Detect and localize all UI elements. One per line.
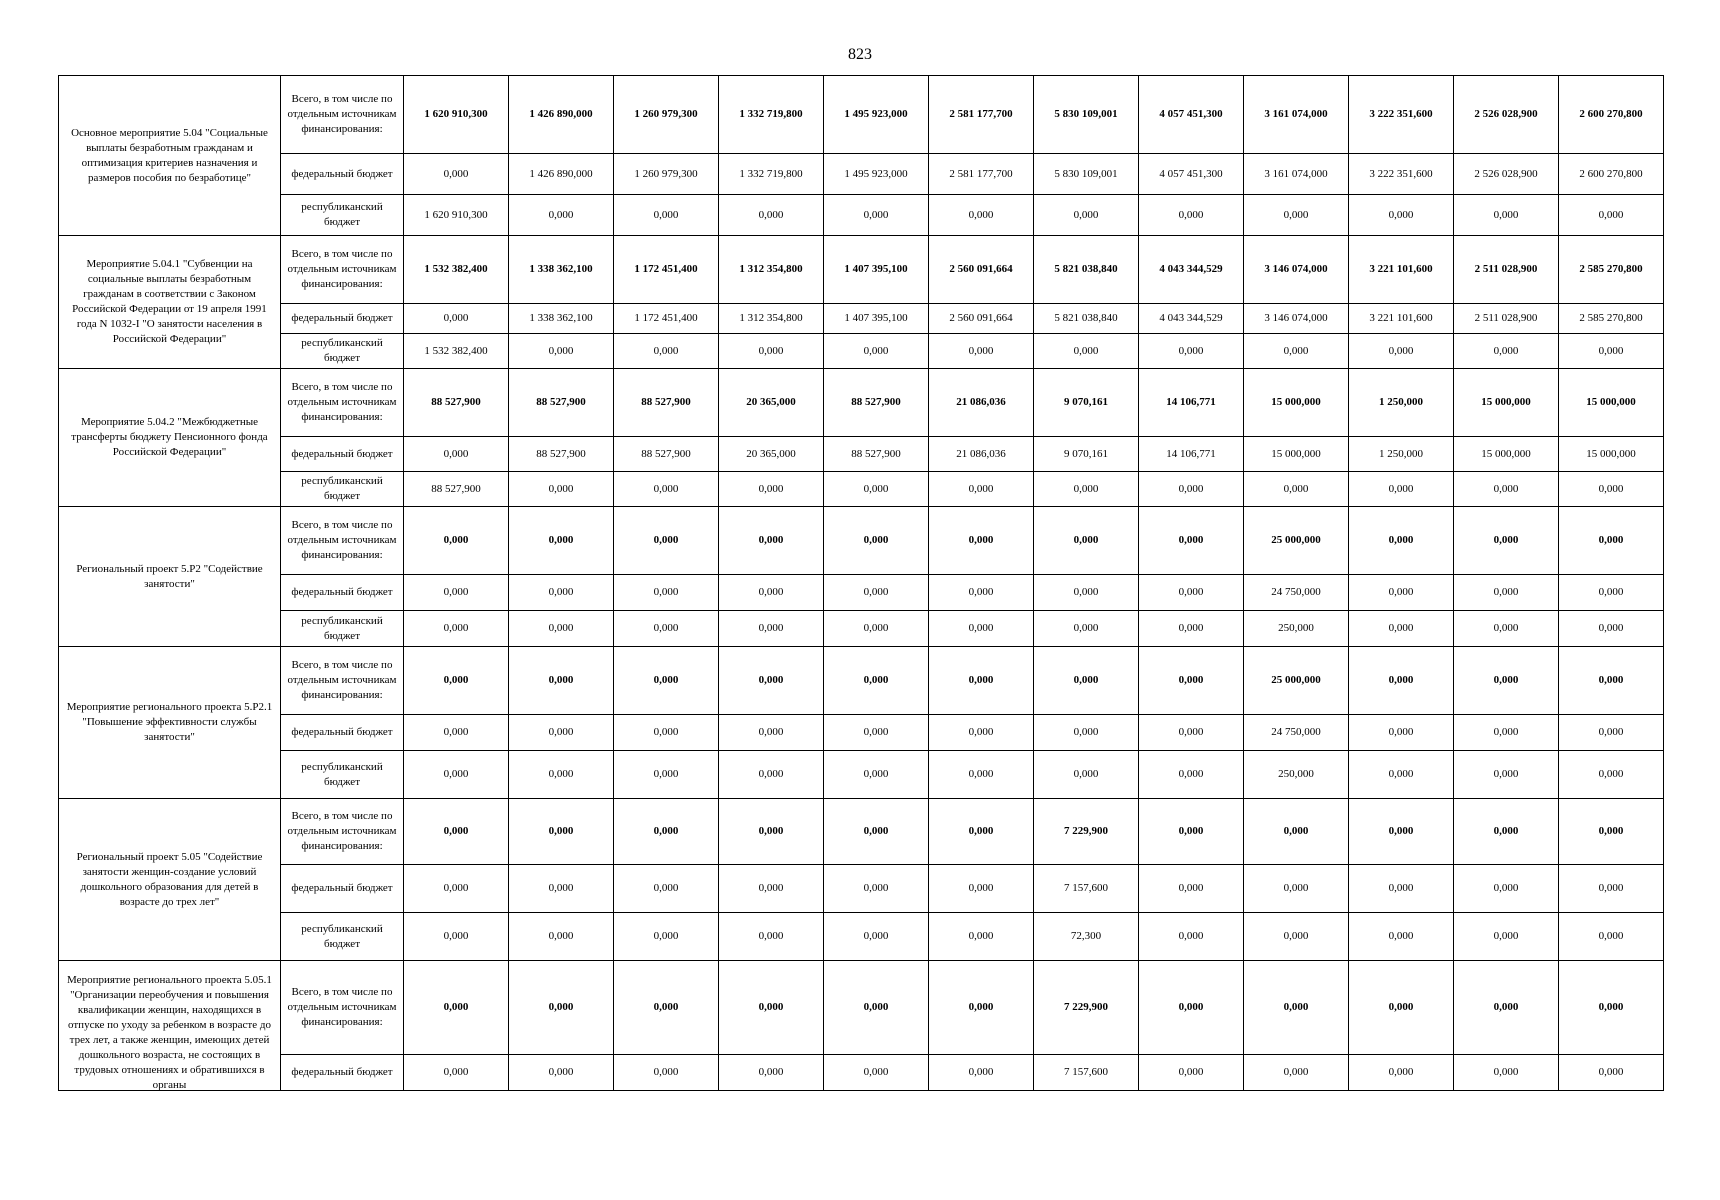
- amount-cell: 2 581 177,700: [929, 154, 1034, 195]
- amount-cell: 0,000: [1034, 715, 1139, 751]
- amount-cell: 88 527,900: [824, 369, 929, 437]
- amount-cell: 0,000: [1349, 751, 1454, 799]
- amount-cell: 0,000: [509, 334, 614, 369]
- table-row: [59, 304, 1664, 334]
- amount-cell: 0,000: [1139, 195, 1244, 236]
- funding-source-total: Всего, в том числе по отдельным источникам финансирования:: [281, 799, 404, 865]
- table-row: [59, 611, 1664, 647]
- amount-cell: 0,000: [719, 507, 824, 575]
- amount-cell: 2 600 270,800: [1559, 154, 1664, 195]
- amount-cell: 2 560 091,664: [929, 236, 1034, 304]
- amount-cell: 0,000: [404, 1055, 509, 1091]
- amount-cell: 0,000: [1349, 1055, 1454, 1091]
- amount-cell: 0,000: [1454, 611, 1559, 647]
- amount-cell: 0,000: [1454, 472, 1559, 507]
- amount-cell: 0,000: [719, 865, 824, 913]
- activity-name: Основное мероприятие 5.04 "Социальные выплаты безработным гражданам и оптимизация критериев назначения и размеров пособия по безработице": [59, 76, 281, 236]
- amount-cell: 0,000: [404, 154, 509, 195]
- funding-source-total: Всего, в том числе по отдельным источникам финансирования:: [281, 236, 404, 304]
- amount-cell: 0,000: [1139, 1055, 1244, 1091]
- amount-cell: 1 172 451,400: [614, 236, 719, 304]
- amount-cell: 0,000: [929, 715, 1034, 751]
- amount-cell: 0,000: [929, 799, 1034, 865]
- amount-cell: 0,000: [929, 575, 1034, 611]
- table-row: [59, 961, 1664, 1055]
- funding-source-federal: федеральный бюджет: [281, 154, 404, 195]
- amount-cell: 0,000: [404, 437, 509, 472]
- amount-cell: 0,000: [824, 799, 929, 865]
- amount-cell: 0,000: [509, 507, 614, 575]
- amount-cell: 0,000: [824, 913, 929, 961]
- funding-source-total: Всего, в том числе по отдельным источникам финансирования:: [281, 961, 404, 1055]
- table-row: [59, 751, 1664, 799]
- amount-cell: 7 157,600: [1034, 865, 1139, 913]
- amount-cell: 15 000,000: [1454, 369, 1559, 437]
- amount-cell: 0,000: [1139, 647, 1244, 715]
- financing-table: [58, 75, 1664, 1091]
- amount-cell: 2 526 028,900: [1454, 154, 1559, 195]
- amount-cell: 20 365,000: [719, 369, 824, 437]
- amount-cell: 1 172 451,400: [614, 304, 719, 334]
- amount-cell: 0,000: [1454, 1055, 1559, 1091]
- amount-cell: 0,000: [929, 507, 1034, 575]
- amount-cell: 0,000: [509, 913, 614, 961]
- amount-cell: 0,000: [1244, 472, 1349, 507]
- amount-cell: 3 221 101,600: [1349, 236, 1454, 304]
- amount-cell: 0,000: [824, 334, 929, 369]
- amount-cell: 0,000: [614, 195, 719, 236]
- amount-cell: 0,000: [509, 611, 614, 647]
- amount-cell: 250,000: [1244, 611, 1349, 647]
- amount-cell: 0,000: [1349, 611, 1454, 647]
- amount-cell: 0,000: [614, 751, 719, 799]
- amount-cell: 0,000: [929, 334, 1034, 369]
- funding-source-total: Всего, в том числе по отдельным источникам финансирования:: [281, 507, 404, 575]
- amount-cell: 0,000: [614, 715, 719, 751]
- amount-cell: 0,000: [509, 799, 614, 865]
- funding-source-federal: федеральный бюджет: [281, 575, 404, 611]
- amount-cell: 0,000: [404, 647, 509, 715]
- table-row: [59, 865, 1664, 913]
- amount-cell: 0,000: [1454, 507, 1559, 575]
- table-row: [59, 334, 1664, 369]
- amount-cell: 0,000: [1034, 507, 1139, 575]
- amount-cell: 0,000: [929, 611, 1034, 647]
- amount-cell: 0,000: [1244, 865, 1349, 913]
- funding-source-federal: федеральный бюджет: [281, 1055, 404, 1091]
- amount-cell: 0,000: [1559, 1055, 1664, 1091]
- amount-cell: 4 057 451,300: [1139, 76, 1244, 154]
- funding-source-republic: республиканский бюджет: [281, 913, 404, 961]
- amount-cell: 0,000: [1454, 799, 1559, 865]
- amount-cell: 1 332 719,800: [719, 154, 824, 195]
- table-row: [59, 715, 1664, 751]
- amount-cell: 0,000: [1034, 751, 1139, 799]
- amount-cell: 0,000: [509, 715, 614, 751]
- amount-cell: 0,000: [614, 647, 719, 715]
- amount-cell: 0,000: [824, 195, 929, 236]
- amount-cell: 1 620 910,300: [404, 76, 509, 154]
- amount-cell: 0,000: [1244, 961, 1349, 1055]
- amount-cell: 0,000: [509, 1055, 614, 1091]
- amount-cell: 15 000,000: [1244, 369, 1349, 437]
- amount-cell: 21 086,036: [929, 437, 1034, 472]
- amount-cell: 0,000: [1244, 799, 1349, 865]
- table-row: [59, 575, 1664, 611]
- amount-cell: 0,000: [824, 472, 929, 507]
- amount-cell: 1 260 979,300: [614, 76, 719, 154]
- amount-cell: 0,000: [1244, 334, 1349, 369]
- amount-cell: 0,000: [1034, 611, 1139, 647]
- amount-cell: 0,000: [719, 334, 824, 369]
- amount-cell: 0,000: [929, 1055, 1034, 1091]
- table-row: [59, 472, 1664, 507]
- amount-cell: 88 527,900: [404, 369, 509, 437]
- amount-cell: 0,000: [719, 715, 824, 751]
- table-row: [59, 76, 1664, 154]
- amount-cell: 0,000: [404, 611, 509, 647]
- amount-cell: 4 043 344,529: [1139, 236, 1244, 304]
- amount-cell: 1 312 354,800: [719, 304, 824, 334]
- amount-cell: 0,000: [1559, 507, 1664, 575]
- amount-cell: 3 161 074,000: [1244, 154, 1349, 195]
- amount-cell: 5 830 109,001: [1034, 154, 1139, 195]
- amount-cell: 0,000: [1454, 865, 1559, 913]
- funding-source-federal: федеральный бюджет: [281, 865, 404, 913]
- amount-cell: 0,000: [824, 611, 929, 647]
- amount-cell: 2 585 270,800: [1559, 304, 1664, 334]
- funding-source-total: Всего, в том числе по отдельным источникам финансирования:: [281, 647, 404, 715]
- amount-cell: 1 407 395,100: [824, 304, 929, 334]
- amount-cell: 0,000: [509, 472, 614, 507]
- amount-cell: 0,000: [929, 647, 1034, 715]
- amount-cell: 2 511 028,900: [1454, 236, 1559, 304]
- table-row: [59, 195, 1664, 236]
- amount-cell: 1 332 719,800: [719, 76, 824, 154]
- amount-cell: 9 070,161: [1034, 369, 1139, 437]
- amount-cell: 0,000: [719, 195, 824, 236]
- activity-name: Мероприятие 5.04.2 "Межбюджетные трансферты бюджету Пенсионного фонда Российской Федерации": [59, 369, 281, 507]
- amount-cell: 0,000: [929, 472, 1034, 507]
- amount-cell: 88 527,900: [509, 437, 614, 472]
- amount-cell: 0,000: [1349, 507, 1454, 575]
- amount-cell: 0,000: [1349, 472, 1454, 507]
- amount-cell: 0,000: [824, 715, 929, 751]
- amount-cell: 0,000: [824, 865, 929, 913]
- amount-cell: 2 560 091,664: [929, 304, 1034, 334]
- amount-cell: 15 000,000: [1559, 437, 1664, 472]
- amount-cell: 0,000: [824, 751, 929, 799]
- amount-cell: 0,000: [509, 575, 614, 611]
- amount-cell: 7 157,600: [1034, 1055, 1139, 1091]
- amount-cell: 0,000: [1559, 865, 1664, 913]
- amount-cell: 0,000: [1034, 647, 1139, 715]
- amount-cell: 0,000: [1034, 472, 1139, 507]
- amount-cell: 0,000: [614, 1055, 719, 1091]
- amount-cell: 0,000: [614, 334, 719, 369]
- amount-cell: 0,000: [1454, 575, 1559, 611]
- table-row: [59, 647, 1664, 715]
- funding-source-republic: республиканский бюджет: [281, 751, 404, 799]
- funding-source-republic: республиканский бюджет: [281, 472, 404, 507]
- amount-cell: 25 000,000: [1244, 647, 1349, 715]
- funding-source-federal: федеральный бюджет: [281, 715, 404, 751]
- amount-cell: 0,000: [1139, 751, 1244, 799]
- funding-source-republic: республиканский бюджет: [281, 611, 404, 647]
- amount-cell: 1 250,000: [1349, 437, 1454, 472]
- table-row: [59, 1055, 1664, 1091]
- amount-cell: 24 750,000: [1244, 575, 1349, 611]
- funding-source-total: Всего, в том числе по отдельным источникам финансирования:: [281, 369, 404, 437]
- amount-cell: 0,000: [719, 575, 824, 611]
- amount-cell: 0,000: [824, 647, 929, 715]
- table-row: [59, 369, 1664, 437]
- amount-cell: 0,000: [1244, 195, 1349, 236]
- amount-cell: 0,000: [1139, 472, 1244, 507]
- amount-cell: 1 250,000: [1349, 369, 1454, 437]
- amount-cell: 5 830 109,001: [1034, 76, 1139, 154]
- amount-cell: 0,000: [1034, 575, 1139, 611]
- amount-cell: 0,000: [824, 507, 929, 575]
- funding-source-federal: федеральный бюджет: [281, 304, 404, 334]
- amount-cell: 0,000: [719, 961, 824, 1055]
- amount-cell: 5 821 038,840: [1034, 304, 1139, 334]
- amount-cell: 0,000: [614, 507, 719, 575]
- amount-cell: 1 338 362,100: [509, 304, 614, 334]
- amount-cell: 0,000: [1559, 334, 1664, 369]
- table-row: [59, 236, 1664, 304]
- amount-cell: 0,000: [719, 472, 824, 507]
- amount-cell: 0,000: [404, 961, 509, 1055]
- amount-cell: 250,000: [1244, 751, 1349, 799]
- amount-cell: 15 000,000: [1454, 437, 1559, 472]
- amount-cell: 0,000: [1139, 865, 1244, 913]
- amount-cell: 1 312 354,800: [719, 236, 824, 304]
- amount-cell: 0,000: [824, 575, 929, 611]
- amount-cell: 0,000: [1349, 799, 1454, 865]
- amount-cell: 0,000: [824, 961, 929, 1055]
- amount-cell: 0,000: [509, 647, 614, 715]
- amount-cell: 0,000: [929, 195, 1034, 236]
- amount-cell: 0,000: [1244, 913, 1349, 961]
- amount-cell: 1 407 395,100: [824, 236, 929, 304]
- amount-cell: 0,000: [1454, 913, 1559, 961]
- amount-cell: 0,000: [1349, 647, 1454, 715]
- amount-cell: 0,000: [1454, 647, 1559, 715]
- funding-source-federal: федеральный бюджет: [281, 437, 404, 472]
- amount-cell: 2 585 270,800: [1559, 236, 1664, 304]
- amount-cell: 0,000: [1349, 195, 1454, 236]
- amount-cell: 0,000: [1034, 195, 1139, 236]
- table-row: [59, 913, 1664, 961]
- table-row: [59, 437, 1664, 472]
- activity-name: Мероприятие 5.04.1 "Субвенции на социальные выплаты безработным гражданам в соответствии с Законом Российской Федерации от 19 апреля 1991 года N 1032-I "О занятости населения в Российской Федерации": [59, 236, 281, 369]
- amount-cell: 0,000: [1139, 715, 1244, 751]
- amount-cell: 0,000: [404, 799, 509, 865]
- amount-cell: 7 229,900: [1034, 961, 1139, 1055]
- amount-cell: 20 365,000: [719, 437, 824, 472]
- amount-cell: 1 532 382,400: [404, 236, 509, 304]
- activity-name: Региональный проект 5.05 "Содействие занятости женщин-создание условий дошкольного образования для детей в возрасте до трех лет": [59, 799, 281, 961]
- amount-cell: 0,000: [1034, 334, 1139, 369]
- amount-cell: 1 532 382,400: [404, 334, 509, 369]
- amount-cell: 0,000: [719, 611, 824, 647]
- amount-cell: 1 495 923,000: [824, 154, 929, 195]
- amount-cell: 0,000: [614, 913, 719, 961]
- amount-cell: 0,000: [1559, 751, 1664, 799]
- table-row: [59, 799, 1664, 865]
- amount-cell: 0,000: [719, 913, 824, 961]
- amount-cell: 0,000: [719, 647, 824, 715]
- amount-cell: 0,000: [614, 865, 719, 913]
- amount-cell: 0,000: [1244, 1055, 1349, 1091]
- amount-cell: 0,000: [1559, 611, 1664, 647]
- funding-source-republic: республиканский бюджет: [281, 334, 404, 369]
- amount-cell: 0,000: [404, 715, 509, 751]
- amount-cell: 1 426 890,000: [509, 154, 614, 195]
- amount-cell: 0,000: [1139, 961, 1244, 1055]
- amount-cell: 0,000: [509, 751, 614, 799]
- amount-cell: 0,000: [1559, 472, 1664, 507]
- amount-cell: 0,000: [404, 304, 509, 334]
- amount-cell: 2 511 028,900: [1454, 304, 1559, 334]
- amount-cell: 1 495 923,000: [824, 76, 929, 154]
- amount-cell: 0,000: [929, 913, 1034, 961]
- amount-cell: 14 106,771: [1139, 369, 1244, 437]
- amount-cell: 0,000: [1139, 913, 1244, 961]
- amount-cell: 2 526 028,900: [1454, 76, 1559, 154]
- amount-cell: 0,000: [1559, 961, 1664, 1055]
- amount-cell: 9 070,161: [1034, 437, 1139, 472]
- amount-cell: 1 620 910,300: [404, 195, 509, 236]
- amount-cell: 0,000: [614, 961, 719, 1055]
- amount-cell: 0,000: [1454, 715, 1559, 751]
- amount-cell: 15 000,000: [1559, 369, 1664, 437]
- amount-cell: 0,000: [614, 611, 719, 647]
- amount-cell: 88 527,900: [404, 472, 509, 507]
- amount-cell: 0,000: [509, 961, 614, 1055]
- amount-cell: 72,300: [1034, 913, 1139, 961]
- amount-cell: 88 527,900: [509, 369, 614, 437]
- table-row: [59, 154, 1664, 195]
- amount-cell: 1 426 890,000: [509, 76, 614, 154]
- amount-cell: 0,000: [1139, 611, 1244, 647]
- amount-cell: 0,000: [1454, 334, 1559, 369]
- amount-cell: 0,000: [1454, 195, 1559, 236]
- amount-cell: 7 229,900: [1034, 799, 1139, 865]
- amount-cell: 0,000: [404, 913, 509, 961]
- page-number: 823: [848, 46, 872, 63]
- activity-name: Региональный проект 5.P2 "Содействие занятости": [59, 507, 281, 647]
- amount-cell: 3 146 074,000: [1244, 304, 1349, 334]
- amount-cell: 0,000: [1454, 961, 1559, 1055]
- amount-cell: 0,000: [1349, 334, 1454, 369]
- amount-cell: 0,000: [1349, 575, 1454, 611]
- amount-cell: 0,000: [1139, 507, 1244, 575]
- amount-cell: 0,000: [614, 472, 719, 507]
- amount-cell: 2 600 270,800: [1559, 76, 1664, 154]
- amount-cell: 0,000: [1559, 195, 1664, 236]
- amount-cell: 0,000: [1349, 961, 1454, 1055]
- activity-name: Мероприятие регионального проекта 5.05.1 "Организации переобучения и повышения квалификации женщин, находящихся в отпуске по уходу за ребенком в возрасте до трех лет, а также женщин, имеющих детей дошкольного возраста, не состоящих в трудовых отношениях и обратившихся в органы: [59, 961, 281, 1091]
- amount-cell: 3 222 351,600: [1349, 154, 1454, 195]
- amount-cell: 0,000: [719, 799, 824, 865]
- amount-cell: 0,000: [509, 865, 614, 913]
- amount-cell: 21 086,036: [929, 369, 1034, 437]
- amount-cell: 0,000: [1559, 715, 1664, 751]
- amount-cell: 25 000,000: [1244, 507, 1349, 575]
- amount-cell: 88 527,900: [824, 437, 929, 472]
- amount-cell: 14 106,771: [1139, 437, 1244, 472]
- amount-cell: 24 750,000: [1244, 715, 1349, 751]
- amount-cell: 3 221 101,600: [1349, 304, 1454, 334]
- amount-cell: 5 821 038,840: [1034, 236, 1139, 304]
- amount-cell: 0,000: [614, 799, 719, 865]
- amount-cell: 88 527,900: [614, 437, 719, 472]
- amount-cell: 0,000: [404, 575, 509, 611]
- amount-cell: 0,000: [1139, 575, 1244, 611]
- amount-cell: 0,000: [1559, 647, 1664, 715]
- amount-cell: 2 581 177,700: [929, 76, 1034, 154]
- amount-cell: 88 527,900: [614, 369, 719, 437]
- amount-cell: 0,000: [1454, 751, 1559, 799]
- amount-cell: 15 000,000: [1244, 437, 1349, 472]
- amount-cell: 0,000: [824, 1055, 929, 1091]
- funding-source-republic: республиканский бюджет: [281, 195, 404, 236]
- amount-cell: 3 161 074,000: [1244, 76, 1349, 154]
- amount-cell: 1 260 979,300: [614, 154, 719, 195]
- amount-cell: 0,000: [1349, 865, 1454, 913]
- amount-cell: 0,000: [1349, 715, 1454, 751]
- amount-cell: 0,000: [929, 865, 1034, 913]
- amount-cell: 0,000: [404, 865, 509, 913]
- amount-cell: 0,000: [1559, 575, 1664, 611]
- amount-cell: 0,000: [1139, 799, 1244, 865]
- amount-cell: 4 043 344,529: [1139, 304, 1244, 334]
- funding-source-total: Всего, в том числе по отдельным источникам финансирования:: [281, 76, 404, 154]
- amount-cell: 0,000: [509, 195, 614, 236]
- activity-name: Мероприятие регионального проекта 5.P2.1 "Повышение эффективности службы занятости": [59, 647, 281, 799]
- amount-cell: 0,000: [1139, 334, 1244, 369]
- amount-cell: 0,000: [1559, 913, 1664, 961]
- amount-cell: 0,000: [614, 575, 719, 611]
- amount-cell: 0,000: [719, 751, 824, 799]
- table-row: [59, 507, 1664, 575]
- amount-cell: 0,000: [1559, 799, 1664, 865]
- amount-cell: 4 057 451,300: [1139, 154, 1244, 195]
- amount-cell: 0,000: [929, 751, 1034, 799]
- amount-cell: 3 146 074,000: [1244, 236, 1349, 304]
- amount-cell: 3 222 351,600: [1349, 76, 1454, 154]
- amount-cell: 0,000: [1349, 913, 1454, 961]
- amount-cell: 0,000: [719, 1055, 824, 1091]
- amount-cell: 0,000: [929, 961, 1034, 1055]
- amount-cell: 0,000: [404, 507, 509, 575]
- amount-cell: 1 338 362,100: [509, 236, 614, 304]
- amount-cell: 0,000: [404, 751, 509, 799]
